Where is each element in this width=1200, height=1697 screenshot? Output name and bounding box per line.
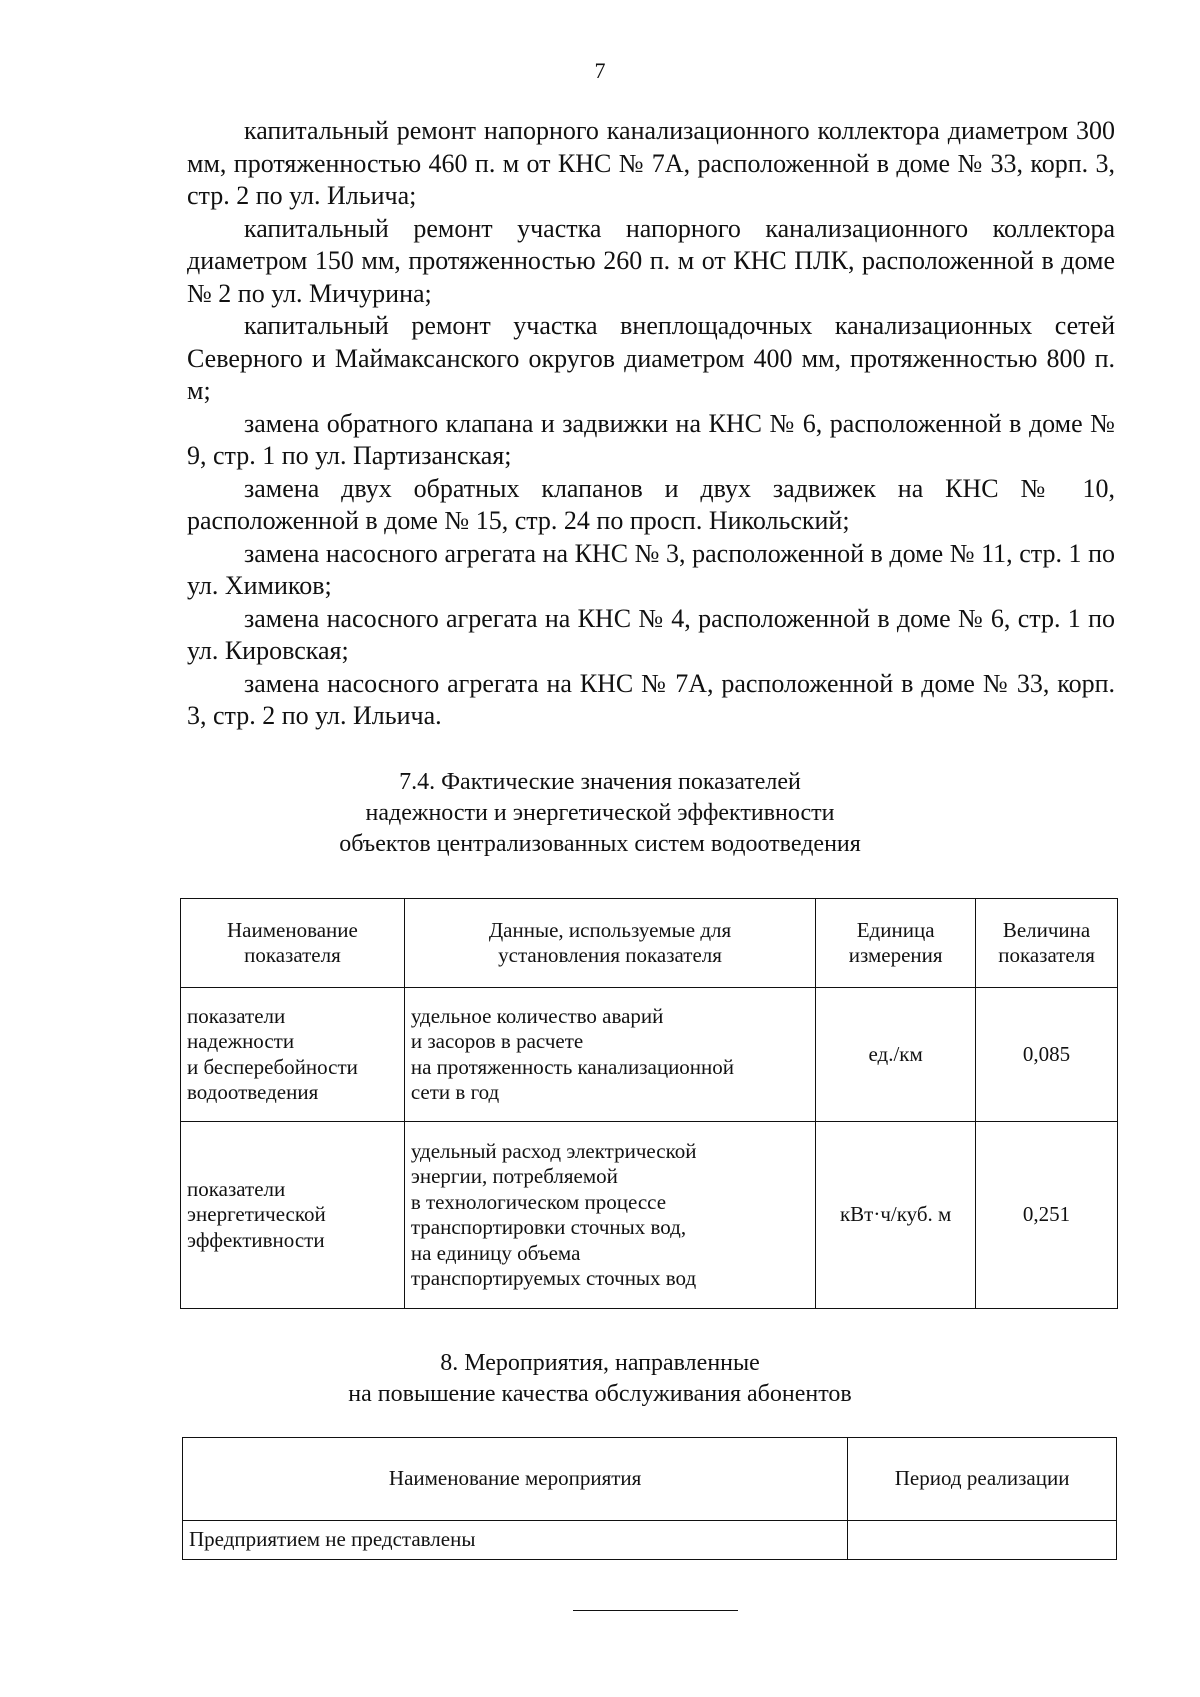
table-row bbox=[183, 1521, 1117, 1560]
heading-line: объектов централизованных систем водоотведения bbox=[339, 831, 861, 857]
body-text bbox=[187, 115, 1115, 733]
header-source-data: Данные, используемые для установления показателя bbox=[404, 899, 815, 988]
header-indicator-name: Наименование показателя bbox=[181, 899, 405, 988]
indicators-table bbox=[180, 898, 1118, 1309]
value-cell: 0,251 bbox=[976, 1122, 1118, 1309]
table-header-row bbox=[183, 1438, 1117, 1521]
header-measure-name: Наименование мероприятия bbox=[183, 1438, 848, 1521]
paragraph: замена насосного агрегата на КНС № 4, расположенной в доме № 6, стр. 1 по ул. Кировская; bbox=[187, 603, 1115, 665]
heading-line: 8. Мероприятия, направленные bbox=[440, 1350, 760, 1376]
header-value: Величина показателя bbox=[976, 899, 1118, 988]
unit-cell: кВт·ч/куб. м bbox=[816, 1122, 976, 1309]
header-unit: Единица измерения bbox=[816, 899, 976, 988]
page-number: 7 bbox=[594, 58, 606, 83]
paragraph: замена насосного агрегата на КНС № 3, расположенной в доме № 11, стр. 1 по ул. Химиков; bbox=[187, 538, 1115, 600]
heading-line: на повышение качества обслуживания абонентов bbox=[348, 1381, 852, 1407]
table-row bbox=[181, 1122, 1118, 1309]
paragraph: замена двух обратных клапанов и двух задвижек на КНС № 10, расположенной в доме № 15, стр. 24 по просп. Никольский; bbox=[187, 473, 1115, 535]
section-8-heading bbox=[0, 1348, 1200, 1410]
paragraph: капитальный ремонт участка внеплощадочных канализационных сетей Северного и Маймаксанского округов диаметром 400 мм, протяженностью 800 п. м; bbox=[187, 311, 1115, 405]
measure-cell: Предприятием не представлены bbox=[183, 1521, 848, 1560]
paragraph: замена обратного клапана и задвижки на КНС № 6, расположенной в доме № 9, стр. 1 по ул. Партизанская; bbox=[187, 408, 1115, 470]
indicator-name-cell: показатели надежности и бесперебойности водоотведения bbox=[181, 988, 405, 1122]
source-data-cell: удельный расход электрической энергии, потребляемой в технологическом процессе транспортировки сточных вод, на единицу объема транспортируемых сточных вод bbox=[404, 1122, 815, 1309]
measures-table bbox=[182, 1437, 1117, 1560]
table-header-row bbox=[181, 899, 1118, 988]
paragraph: капитальный ремонт участка напорного канализационного коллектора диаметром 150 мм, протяженностью 260 п. м от КНС ПЛК, расположенной в доме № 2 по ул. Мичурина; bbox=[187, 213, 1115, 308]
period-cell bbox=[848, 1521, 1117, 1560]
end-rule bbox=[573, 1610, 738, 1611]
paragraph: замена насосного агрегата на КНС № 7А, расположенной в доме № 33, корп. 3, стр. 2 по ул. Ильича. bbox=[187, 668, 1115, 730]
unit-cell: ед./км bbox=[816, 988, 976, 1122]
paragraph: капитальный ремонт напорного канализационного коллектора диаметром 300 мм, протяженностью 460 п. м от КНС № 7А, расположенной в доме № 33, корп. 3, стр. 2 по ул. Ильича; bbox=[187, 116, 1115, 210]
value-cell: 0,085 bbox=[976, 988, 1118, 1122]
table-row bbox=[181, 988, 1118, 1122]
section-7-4-heading bbox=[0, 767, 1200, 860]
indicator-name-cell: показатели энергетической эффективности bbox=[181, 1122, 405, 1309]
header-period: Период реализации bbox=[848, 1438, 1117, 1521]
heading-line: 7.4. Фактические значения показателей bbox=[399, 769, 801, 795]
heading-line: надежности и энергетической эффективности bbox=[365, 800, 835, 826]
source-data-cell: удельное количество аварий и засоров в расчете на протяженность канализационной сети в год bbox=[404, 988, 815, 1122]
